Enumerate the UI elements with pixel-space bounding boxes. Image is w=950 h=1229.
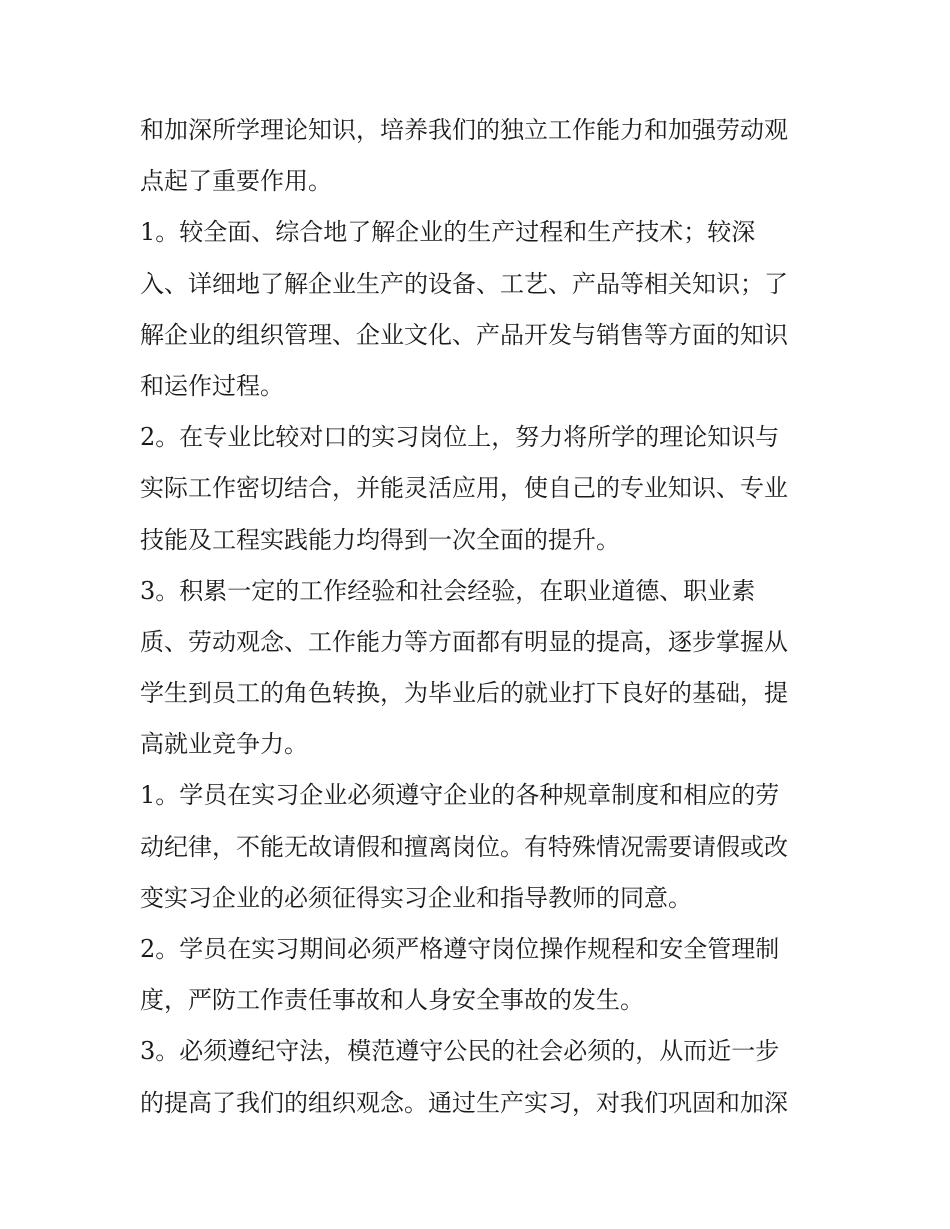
text-line: 变实习企业的必须征得实习企业和指导教师的同意。	[140, 883, 692, 912]
text-line: 的提高了我们的组织观念。通过生产实习，对我们巩固和加深	[140, 1088, 788, 1117]
text-line: 入、详细地了解企业生产的设备、工艺、产品等相关知识；了	[140, 269, 788, 298]
text-line: 解企业的组织管理、企业文化、产品开发与销售等方面的知识	[140, 320, 788, 349]
text-line: 3。必须遵纪守法，模范遵守公民的社会必须的，从而近一步	[140, 1037, 780, 1066]
text-line: 3。积累一定的工作经验和社会经验，在职业道德、职业素	[140, 576, 756, 605]
text-line: 高就业竞争力。	[140, 730, 308, 759]
text-line: 动纪律，不能无故请假和擅离岗位。有特殊情况需要请假或改	[140, 832, 788, 861]
text-line: 2。在专业比较对口的实习岗位上，努力将所学的理论知识与	[140, 423, 780, 452]
body-text	[140, 105, 820, 1129]
text-line: 学生到员工的角色转换，为毕业后的就业打下良好的基础，提	[140, 679, 788, 708]
text-line: 和运作过程。	[140, 371, 284, 400]
text-line: 度，严防工作责任事故和人身安全事故的发生。	[140, 986, 644, 1015]
text-line: 点起了重要作用。	[140, 167, 332, 196]
text-line: 实际工作密切结合，并能灵活应用，使自己的专业知识、专业	[140, 474, 788, 503]
text-line: 技能及工程实践能力均得到一次全面的提升。	[140, 525, 620, 554]
text-line: 1。学员在实习企业必须遵守企业的各种规章制度和相应的劳	[140, 781, 780, 810]
text-line: 质、劳动观念、工作能力等方面都有明显的提高，逐步掌握从	[140, 627, 788, 656]
text-line: 1。较全面、综合地了解企业的生产过程和生产技术；较深	[140, 218, 756, 247]
text-line: 2。学员在实习期间必须严格遵守岗位操作规程和安全管理制	[140, 935, 780, 963]
text-line: 和加深所学理论知识，培养我们的独立工作能力和加强劳动观	[140, 116, 788, 144]
